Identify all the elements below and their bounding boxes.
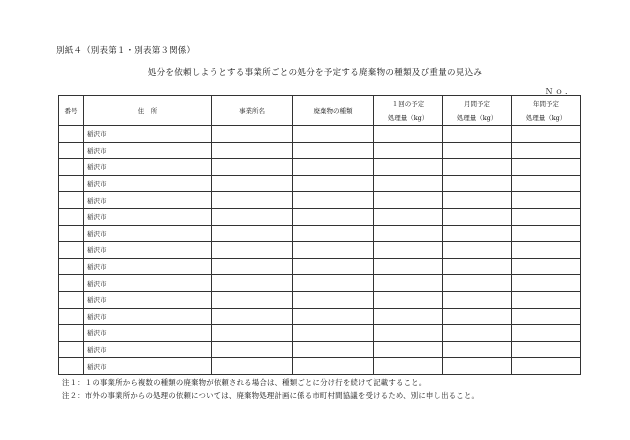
cell-office-name — [212, 275, 293, 292]
cell-office-name — [212, 258, 293, 275]
table-row — [59, 208, 581, 225]
cell-address: 稲沢市 — [84, 192, 212, 209]
cell-per-time-amount — [374, 159, 443, 176]
cell-address: 稲沢市 — [84, 208, 212, 225]
column-header-waste-type — [293, 96, 374, 126]
cell-address: 稲沢市 — [84, 159, 212, 176]
cell-address: 稲沢市 — [84, 358, 212, 375]
table-row — [59, 275, 581, 292]
cell-waste-type — [293, 325, 374, 342]
cell-per-time-amount — [374, 225, 443, 242]
cell-yearly-amount — [512, 126, 581, 143]
column-header-line: 事業所名 — [239, 106, 265, 115]
table-row — [59, 142, 581, 159]
cell-address: 稲沢市 — [84, 142, 212, 159]
cell-number — [59, 258, 84, 275]
cell-per-time-amount — [374, 192, 443, 209]
cell-number — [59, 175, 84, 192]
cell-yearly-amount — [512, 275, 581, 292]
table-row — [59, 325, 581, 342]
cell-monthly-amount — [443, 358, 512, 375]
waste-estimate-table — [58, 95, 581, 375]
cell-per-time-amount — [374, 175, 443, 192]
cell-address: 稲沢市 — [84, 325, 212, 342]
cell-number — [59, 159, 84, 176]
cell-number — [59, 275, 84, 292]
column-header-line: 住 所 — [137, 106, 158, 115]
cell-monthly-amount — [443, 308, 512, 325]
cell-number — [59, 325, 84, 342]
cell-waste-type — [293, 175, 374, 192]
cell-waste-type — [293, 225, 374, 242]
column-header-per-time-amount — [374, 96, 443, 126]
cell-yearly-amount — [512, 192, 581, 209]
cell-address: 稲沢市 — [84, 126, 212, 143]
column-header-monthly-amount — [443, 96, 512, 126]
cell-waste-type — [293, 275, 374, 292]
column-header-number — [59, 96, 84, 126]
column-header-yearly-amount — [512, 96, 581, 126]
cell-per-time-amount — [374, 258, 443, 275]
table-row — [59, 358, 581, 375]
cell-monthly-amount — [443, 126, 512, 143]
table-row — [59, 291, 581, 308]
cell-monthly-amount — [443, 325, 512, 342]
cell-yearly-amount — [512, 308, 581, 325]
cell-per-time-amount — [374, 275, 443, 292]
table-row — [59, 126, 581, 143]
table-row — [59, 341, 581, 358]
cell-per-time-amount — [374, 126, 443, 143]
cell-office-name — [212, 192, 293, 209]
cell-yearly-amount — [512, 159, 581, 176]
cell-number — [59, 341, 84, 358]
cell-monthly-amount — [443, 275, 512, 292]
cell-number — [59, 126, 84, 143]
cell-monthly-amount — [443, 175, 512, 192]
cell-per-time-amount — [374, 358, 443, 375]
cell-address: 稲沢市 — [84, 242, 212, 259]
table-body — [59, 126, 581, 375]
cell-waste-type — [293, 159, 374, 176]
cell-waste-type — [293, 291, 374, 308]
cell-office-name — [212, 175, 293, 192]
column-header-line: 処理量（kg） — [387, 113, 429, 122]
table-row — [59, 159, 581, 176]
cell-address: 稲沢市 — [84, 308, 212, 325]
column-header-line: 処理量（kg） — [456, 113, 498, 122]
cell-number — [59, 358, 84, 375]
cell-number — [59, 225, 84, 242]
cell-address: 稲沢市 — [84, 291, 212, 308]
cell-number — [59, 291, 84, 308]
cell-number — [59, 308, 84, 325]
column-header-line: １回の予定 — [391, 99, 425, 108]
cell-per-time-amount — [374, 325, 443, 342]
cell-monthly-amount — [443, 291, 512, 308]
cell-monthly-amount — [443, 142, 512, 159]
cell-per-time-amount — [374, 142, 443, 159]
column-header-line: 月間予定 — [464, 99, 490, 108]
cell-monthly-amount — [443, 225, 512, 242]
cell-address: 稲沢市 — [84, 225, 212, 242]
cell-yearly-amount — [512, 208, 581, 225]
cell-address: 稲沢市 — [84, 258, 212, 275]
cell-office-name — [212, 325, 293, 342]
cell-number — [59, 242, 84, 259]
cell-office-name — [212, 225, 293, 242]
cell-waste-type — [293, 258, 374, 275]
cell-office-name — [212, 358, 293, 375]
column-header-office — [212, 96, 293, 126]
cell-office-name — [212, 126, 293, 143]
notes-section — [62, 376, 479, 402]
cell-per-time-amount — [374, 242, 443, 259]
cell-per-time-amount — [374, 291, 443, 308]
cell-office-name — [212, 308, 293, 325]
cell-yearly-amount — [512, 225, 581, 242]
cell-yearly-amount — [512, 291, 581, 308]
table-row — [59, 308, 581, 325]
column-header-line: 処理量（kg） — [525, 113, 567, 122]
cell-number — [59, 192, 84, 209]
cell-yearly-amount — [512, 258, 581, 275]
cell-office-name — [212, 208, 293, 225]
cell-number — [59, 208, 84, 225]
cell-yearly-amount — [512, 242, 581, 259]
cell-monthly-amount — [443, 258, 512, 275]
cell-per-time-amount — [374, 341, 443, 358]
cell-waste-type — [293, 192, 374, 209]
note-1: 注１：１の事業所から複数の種類の廃棄物が依頼される場合は、種類ごとに分け行を続けて記載すること。 — [62, 378, 427, 387]
cell-yearly-amount — [512, 142, 581, 159]
table-row — [59, 258, 581, 275]
cell-yearly-amount — [512, 358, 581, 375]
column-header-address — [84, 96, 212, 126]
cell-monthly-amount — [443, 341, 512, 358]
cell-waste-type — [293, 242, 374, 259]
cell-yearly-amount — [512, 341, 581, 358]
column-header-line: 番号 — [64, 106, 78, 115]
table-row — [59, 192, 581, 209]
cell-office-name — [212, 142, 293, 159]
column-header-line: 年間予定 — [533, 99, 559, 108]
cell-waste-type — [293, 142, 374, 159]
cell-monthly-amount — [443, 159, 512, 176]
table-row — [59, 175, 581, 192]
cell-waste-type — [293, 126, 374, 143]
cell-number — [59, 142, 84, 159]
note-2: 注２：市外の事業所からの処理の依頼については、廃棄物処理計画に係る市町村間協議を受けるため、別に申し出ること。 — [62, 391, 480, 400]
cell-waste-type — [293, 358, 374, 375]
cell-monthly-amount — [443, 192, 512, 209]
column-header-line: 廃棄物の種類 — [313, 106, 353, 115]
document-title: 処分を依頼しようとする事業所ごとの処分を予定する廃棄物の種類及び重量の見込み — [147, 68, 483, 78]
cell-waste-type — [293, 308, 374, 325]
table-row — [59, 225, 581, 242]
cell-monthly-amount — [443, 208, 512, 225]
document-header-label: 別紙４（別表第１・別表第３関係） — [56, 46, 196, 56]
cell-monthly-amount — [443, 242, 512, 259]
cell-office-name — [212, 291, 293, 308]
table-header-row — [59, 96, 581, 126]
document-number-label: Ｎｏ． — [545, 87, 575, 96]
cell-address: 稲沢市 — [84, 175, 212, 192]
cell-office-name — [212, 242, 293, 259]
cell-office-name — [212, 341, 293, 358]
table-row — [59, 242, 581, 259]
cell-per-time-amount — [374, 208, 443, 225]
cell-waste-type — [293, 341, 374, 358]
cell-waste-type — [293, 208, 374, 225]
cell-address: 稲沢市 — [84, 341, 212, 358]
cell-yearly-amount — [512, 325, 581, 342]
cell-per-time-amount — [374, 308, 443, 325]
cell-yearly-amount — [512, 175, 581, 192]
cell-office-name — [212, 159, 293, 176]
cell-address: 稲沢市 — [84, 275, 212, 292]
